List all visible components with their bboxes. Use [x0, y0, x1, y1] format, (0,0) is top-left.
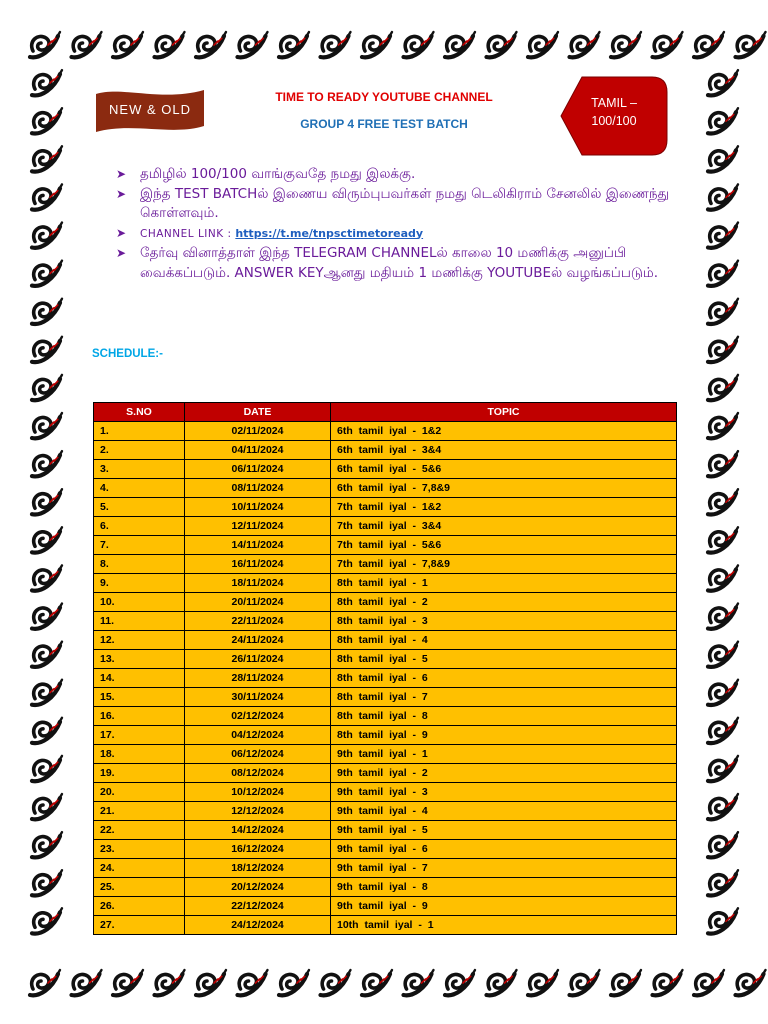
table-row — [94, 916, 677, 935]
cell-topic: 9th tamil iyal - 3 — [331, 783, 677, 802]
swirl-pencil-icon — [32, 413, 62, 438]
schedule-table — [93, 402, 677, 935]
cell-sno: 1. — [94, 422, 185, 441]
table-row — [94, 479, 677, 498]
cell-date: 26/11/2024 — [185, 650, 331, 669]
cell-date: 20/12/2024 — [185, 878, 331, 897]
swirl-pencil-icon — [32, 375, 62, 400]
cell-sno: 5. — [94, 498, 185, 517]
table-row — [94, 707, 677, 726]
swirl-pencil-icon — [708, 527, 738, 552]
swirl-pencil-icon — [708, 184, 738, 209]
swirl-pencil-icon — [708, 299, 738, 324]
swirl-pencil-icon — [528, 970, 558, 995]
table-row — [94, 745, 677, 764]
list-item — [116, 224, 686, 245]
arrowhead-bullet-icon: ➤ — [116, 246, 127, 260]
swirl-pencil-icon — [32, 184, 62, 209]
cell-date: 30/11/2024 — [185, 688, 331, 707]
swirl-pencil-icon — [72, 32, 102, 57]
swirl-pencil-icon — [708, 718, 738, 743]
table-row — [94, 593, 677, 612]
table-row — [94, 612, 677, 631]
cell-sno: 26. — [94, 897, 185, 916]
cell-topic: 9th tamil iyal - 5 — [331, 821, 677, 840]
cell-topic: 9th tamil iyal - 6 — [331, 840, 677, 859]
cell-date: 14/12/2024 — [185, 821, 331, 840]
swirl-pencil-icon — [708, 680, 738, 705]
swirl-pencil-icon — [708, 756, 738, 781]
swirl-pencil-icon — [708, 261, 738, 286]
list-item — [116, 165, 686, 185]
table-row — [94, 840, 677, 859]
table-row — [94, 783, 677, 802]
swirl-pencil-icon — [445, 32, 475, 57]
cell-topic: 7th tamil iyal - 7,8&9 — [331, 555, 677, 574]
swirl-pencil-icon — [736, 32, 766, 57]
cell-sno: 25. — [94, 878, 185, 897]
cell-date: 16/11/2024 — [185, 555, 331, 574]
swirl-pencil-icon — [708, 565, 738, 590]
swirl-pencil-icon — [32, 527, 62, 552]
swirl-pencil-icon — [708, 604, 738, 629]
cell-topic: 6th tamil iyal - 1&2 — [331, 422, 677, 441]
swirl-pencil-icon — [30, 32, 60, 57]
arrowhead-bullet-icon: ➤ — [116, 186, 127, 201]
swirl-pencil-icon — [32, 337, 62, 362]
cell-topic: 9th tamil iyal - 1 — [331, 745, 677, 764]
cell-date: 20/11/2024 — [185, 593, 331, 612]
cell-sno: 24. — [94, 859, 185, 878]
cell-date: 06/11/2024 — [185, 460, 331, 479]
list-item — [116, 244, 686, 283]
cell-sno: 3. — [94, 460, 185, 479]
table-row — [94, 897, 677, 916]
cell-topic: 8th tamil iyal - 7 — [331, 688, 677, 707]
table-row — [94, 688, 677, 707]
swirl-pencil-icon — [694, 32, 724, 57]
cell-date: 08/11/2024 — [185, 479, 331, 498]
cell-date: 22/11/2024 — [185, 612, 331, 631]
cell-sno: 11. — [94, 612, 185, 631]
swirl-pencil-icon — [32, 908, 62, 933]
swirl-pencil-icon — [708, 223, 738, 248]
table-row — [94, 498, 677, 517]
swirl-pencil-icon — [404, 32, 434, 57]
swirl-pencil-icon — [362, 970, 392, 995]
swirl-pencil-icon — [30, 970, 60, 995]
swirl-pencil-icon — [404, 970, 434, 995]
swirl-pencil-icon — [708, 375, 738, 400]
table-row — [94, 555, 677, 574]
cell-date: 24/11/2024 — [185, 631, 331, 650]
cell-topic: 9th tamil iyal - 2 — [331, 764, 677, 783]
swirl-pencil-icon — [321, 32, 351, 57]
cell-sno: 19. — [94, 764, 185, 783]
swirl-pencil-icon — [736, 970, 766, 995]
tamil-score-line1: TAMIL – — [591, 96, 637, 110]
swirl-pencil-icon — [32, 565, 62, 590]
swirl-pencil-icon — [611, 32, 641, 57]
swirl-pencil-icon — [708, 908, 738, 933]
cell-topic: 10th tamil iyal - 1 — [331, 916, 677, 935]
column-header-sno: S.NO — [94, 403, 185, 422]
cell-topic: 7th tamil iyal - 1&2 — [331, 498, 677, 517]
bullet-text-exam-info: தேர்வு வினாத்தாள் இந்த TELEGRAM CHANNELல் காலை 10 மணிக்கு அனுப்பி வைக்கப்படும். ANSWER KEYஆனது மதியம் 1 மணிக்கு YOUTUBEல் வழங்கப்படும். — [140, 245, 659, 281]
cell-topic: 6th tamil iyal - 7,8&9 — [331, 479, 677, 498]
cell-date: 24/12/2024 — [185, 916, 331, 935]
swirl-pencil-icon — [653, 32, 683, 57]
table-row — [94, 821, 677, 840]
cell-topic: 8th tamil iyal - 9 — [331, 726, 677, 745]
page-title: TIME TO READY YOUTUBE CHANNEL — [275, 90, 493, 104]
swirl-pencil-icon — [113, 32, 143, 57]
cell-topic: 8th tamil iyal - 2 — [331, 593, 677, 612]
schedule-heading: SCHEDULE:- — [92, 348, 163, 360]
swirl-pencil-icon — [279, 970, 309, 995]
channel-link[interactable]: https://t.me/tnpsctimetoready — [235, 226, 424, 240]
table-row — [94, 669, 677, 688]
table-row — [94, 650, 677, 669]
cell-date: 04/12/2024 — [185, 726, 331, 745]
cell-topic: 8th tamil iyal - 5 — [331, 650, 677, 669]
cell-date: 02/11/2024 — [185, 422, 331, 441]
table-row — [94, 517, 677, 536]
swirl-pencil-icon — [32, 794, 62, 819]
cell-sno: 9. — [94, 574, 185, 593]
cell-date: 10/11/2024 — [185, 498, 331, 517]
swirl-pencil-icon — [196, 970, 226, 995]
swirl-pencil-icon — [279, 32, 309, 57]
table-row — [94, 536, 677, 555]
swirl-pencil-icon — [708, 870, 738, 895]
cell-date: 12/11/2024 — [185, 517, 331, 536]
cell-topic: 8th tamil iyal - 4 — [331, 631, 677, 650]
new-old-badge-label: NEW & OLD — [109, 102, 191, 117]
cell-topic: 7th tamil iyal - 3&4 — [331, 517, 677, 536]
cell-date: 18/12/2024 — [185, 859, 331, 878]
cell-date: 16/12/2024 — [185, 840, 331, 859]
swirl-pencil-icon — [32, 261, 62, 286]
cell-sno: 21. — [94, 802, 185, 821]
cell-sno: 12. — [94, 631, 185, 650]
swirl-pencil-icon — [570, 32, 600, 57]
table-row — [94, 859, 677, 878]
cell-topic: 8th tamil iyal - 3 — [331, 612, 677, 631]
swirl-pencil-icon — [72, 970, 102, 995]
cell-sno: 27. — [94, 916, 185, 935]
swirl-pencil-icon — [708, 337, 738, 362]
swirl-pencil-icon — [694, 970, 724, 995]
swirl-pencil-icon — [708, 146, 738, 171]
swirl-pencil-icon — [196, 32, 226, 57]
swirl-pencil-icon — [32, 832, 62, 857]
table-row — [94, 422, 677, 441]
cell-topic: 8th tamil iyal - 6 — [331, 669, 677, 688]
bullet-text-join: இந்த TEST BATCHல் இணைய விரும்புபவர்கள் நமது டெலிகிராம் சேனலில் இணைந்து கொள்ளவும். — [140, 185, 670, 221]
swirl-pencil-icon — [32, 223, 62, 248]
table-row — [94, 460, 677, 479]
swirl-pencil-icon — [708, 832, 738, 857]
column-header-date: DATE — [185, 403, 331, 422]
swirl-pencil-icon — [708, 451, 738, 476]
swirl-pencil-icon — [32, 718, 62, 743]
cell-sno: 4. — [94, 479, 185, 498]
table-row — [94, 726, 677, 745]
cell-topic: 8th tamil iyal - 1 — [331, 574, 677, 593]
cell-sno: 20. — [94, 783, 185, 802]
swirl-pencil-icon — [708, 642, 738, 667]
swirl-pencil-icon — [321, 970, 351, 995]
swirl-pencil-icon — [487, 32, 517, 57]
table-header-row — [94, 403, 677, 422]
swirl-pencil-icon — [238, 32, 268, 57]
swirl-pencil-icon — [708, 794, 738, 819]
list-item — [116, 185, 686, 224]
cell-sno: 6. — [94, 517, 185, 536]
swirl-pencil-icon — [32, 642, 62, 667]
swirl-pencil-icon — [32, 146, 62, 171]
swirl-pencil-icon — [155, 32, 185, 57]
cell-date: 18/11/2024 — [185, 574, 331, 593]
swirl-pencil-icon — [611, 970, 641, 995]
cell-sno: 17. — [94, 726, 185, 745]
tamil-score-badge-label — [572, 94, 656, 130]
cell-sno: 22. — [94, 821, 185, 840]
swirl-pencil-icon — [708, 489, 738, 514]
tamil-score-line2: 100/100 — [591, 114, 637, 128]
cell-topic: 7th tamil iyal - 5&6 — [331, 536, 677, 555]
table-row — [94, 802, 677, 821]
cell-topic: 9th tamil iyal - 8 — [331, 878, 677, 897]
channel-link-label: CHANNEL LINK : — [140, 227, 236, 240]
swirl-pencil-icon — [570, 970, 600, 995]
cell-date: 06/12/2024 — [185, 745, 331, 764]
cell-date: 02/12/2024 — [185, 707, 331, 726]
cell-date: 04/11/2024 — [185, 441, 331, 460]
cell-sno: 16. — [94, 707, 185, 726]
cell-date: 14/11/2024 — [185, 536, 331, 555]
swirl-pencil-icon — [445, 970, 475, 995]
swirl-pencil-icon — [32, 489, 62, 514]
cell-topic: 6th tamil iyal - 5&6 — [331, 460, 677, 479]
cell-date: 28/11/2024 — [185, 669, 331, 688]
swirl-pencil-icon — [32, 451, 62, 476]
swirl-pencil-icon — [238, 970, 268, 995]
swirl-pencil-icon — [32, 680, 62, 705]
cell-sno: 18. — [94, 745, 185, 764]
cell-sno: 15. — [94, 688, 185, 707]
swirl-pencil-icon — [487, 970, 517, 995]
table-body — [94, 422, 677, 935]
swirl-pencil-icon — [32, 299, 62, 324]
swirl-pencil-icon — [155, 970, 185, 995]
column-header-topic: TOPIC — [331, 403, 677, 422]
cell-topic: 8th tamil iyal - 8 — [331, 707, 677, 726]
cell-sno: 10. — [94, 593, 185, 612]
swirl-pencil-icon — [528, 32, 558, 57]
table-row — [94, 878, 677, 897]
swirl-pencil-icon — [113, 970, 143, 995]
cell-date: 22/12/2024 — [185, 897, 331, 916]
arrowhead-bullet-icon: ➤ — [116, 167, 127, 181]
cell-topic: 6th tamil iyal - 3&4 — [331, 441, 677, 460]
cell-sno: 8. — [94, 555, 185, 574]
table-row — [94, 764, 677, 783]
cell-date: 08/12/2024 — [185, 764, 331, 783]
swirl-pencil-icon — [32, 870, 62, 895]
swirl-pencil-icon — [32, 756, 62, 781]
bullet-text-goal: தமிழில் 100/100 வாங்குவதே நமது இலக்கு. — [140, 166, 416, 182]
cell-sno: 23. — [94, 840, 185, 859]
cell-topic: 9th tamil iyal - 9 — [331, 897, 677, 916]
cell-topic: 9th tamil iyal - 4 — [331, 802, 677, 821]
cell-date: 12/12/2024 — [185, 802, 331, 821]
swirl-pencil-icon — [32, 604, 62, 629]
page-subtitle: GROUP 4 FREE TEST BATCH — [300, 117, 468, 131]
cell-sno: 14. — [94, 669, 185, 688]
cell-sno: 13. — [94, 650, 185, 669]
table-row — [94, 574, 677, 593]
table-row — [94, 441, 677, 460]
swirl-pencil-icon — [362, 32, 392, 57]
cell-topic: 9th tamil iyal - 7 — [331, 859, 677, 878]
arrowhead-bullet-icon: ➤ — [116, 225, 127, 240]
table-row — [94, 631, 677, 650]
swirl-pencil-icon — [653, 970, 683, 995]
cell-sno: 2. — [94, 441, 185, 460]
cell-date: 10/12/2024 — [185, 783, 331, 802]
announcement-list — [116, 165, 686, 283]
swirl-pencil-icon — [708, 413, 738, 438]
cell-sno: 7. — [94, 536, 185, 555]
